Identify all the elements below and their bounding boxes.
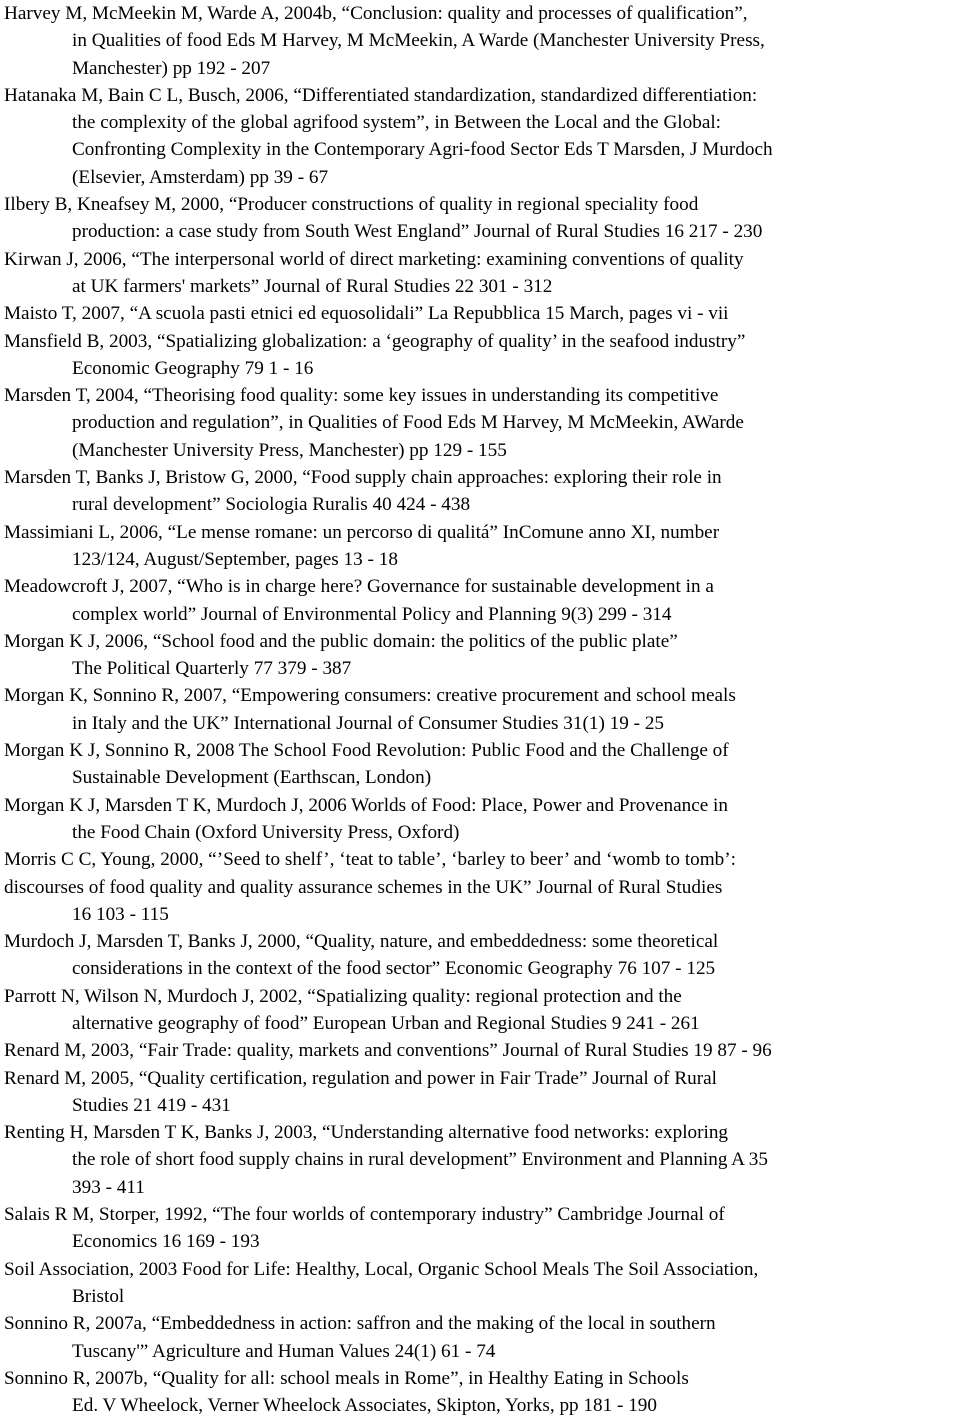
reference-line: Harvey M, McMeekin M, Warde A, 2004b, “Conclusion: quality and processes of qualification”, [4,3,748,24]
reference-line: Parrott N, Wilson N, Murdoch J, 2002, “Spatializing quality: regional protection and the [4,985,682,1007]
reference-line: Tuscany'” Agriculture and Human Values 24(1) 61 - 74 [72,1340,496,1362]
reference-line: the Food Chain (Oxford University Press, Oxford) [72,821,460,843]
reference-entry [4,464,960,519]
reference-line: Morgan K J, 2006, “School food and the public domain: the politics of the public plate” [4,630,678,652]
reference-line: 16 103 - 115 [72,903,169,925]
reference-line: Economic Geography 79 1 - 16 [72,357,314,379]
reference-line: in Italy and the UK” International Journal of Consumer Studies 31(1) 19 - 25 [72,712,665,734]
reference-entry [4,382,960,464]
reference-line: Massimiani L, 2006, “Le mense romane: un percorso di qualitá” InComune anno XI, number [4,521,720,543]
reference-line: Sonnino R, 2007b, “Quality for all: school meals in Rome”, in Healthy Eating in Schools [4,1367,689,1389]
reference-line: Marsden T, Banks J, Bristow G, 2000, “Food supply chain approaches: exploring their role in [4,467,722,489]
reference-line: Hatanaka M, Bain C L, Busch, 2006, “Differentiated standardization, standardized differentiation: [4,84,758,106]
reference-line: Renard M, 2003, “Fair Trade: quality, markets and conventions” Journal of Rural Studies 19 87 - 96 [4,1040,772,1062]
reference-entry [4,628,960,683]
reference-entry [4,737,960,792]
reference-line: complex world” Journal of Environmental Policy and Planning 9(3) 299 - 314 [72,603,672,625]
reference-line: Salais R M, Storper, 1992, “The four worlds of contemporary industry” Cambridge Journal of [4,1204,725,1226]
reference-line: discourses of food quality and quality assurance schemes in the UK” Journal of Rural Studies [4,876,723,898]
reference-entry [4,1310,960,1365]
reference-line: Mansfield B, 2003, “Spatializing globalization: a ‘geography of quality’ in the seafood industry” [4,330,746,352]
reference-line: Manchester) pp 192 - 207 [72,57,271,79]
reference-line: Soil Association, 2003 Food for Life: Healthy, Local, Organic School Meals The Soil Association, [4,1258,759,1280]
reference-line: Sustainable Development (Earthscan, London) [72,767,432,789]
reference-entry [4,246,960,301]
reference-line: 393 - 411 [72,1176,145,1198]
reference-entry [4,82,960,191]
reference-entry [4,983,960,1038]
reference-line: Morgan K, Sonnino R, 2007, “Empowering consumers: creative procurement and school meals [4,685,736,707]
reference-line: production: a case study from South West England” Journal of Rural Studies 16 217 - 230 [72,221,763,243]
reference-entry [4,1365,960,1420]
reference-line: Economics 16 169 - 193 [72,1231,260,1253]
reference-entry [4,1119,960,1201]
reference-line: (Manchester University Press, Manchester) pp 129 - 155 [72,439,507,461]
reference-entry [4,1065,960,1120]
reference-line: alternative geography of food” European Urban and Regional Studies 9 241 - 261 [72,1012,700,1034]
reference-line: rural development” Sociologia Ruralis 40 424 - 438 [72,494,471,516]
reference-line: the complexity of the global agrifood system”, in Between the Local and the Global: [72,112,721,134]
reference-entry [4,519,960,574]
reference-line: Renting H, Marsden T K, Banks J, 2003, “Understanding alternative food networks: exploring [4,1122,729,1144]
reference-line: in Qualities of food Eds M Harvey, M McMeekin, A Warde (Manchester University Press, [72,30,765,52]
reference-entry [4,846,960,928]
reference-line: Marsden T, 2004, “Theorising food quality: some key issues in understanding its competitive [4,385,719,407]
reference-entry [4,1037,960,1064]
reference-entry [4,573,960,628]
reference-line: Morris C C, Young, 2000, “’Seed to shelf’, ‘teat to table’, ‘barley to beer’ and ‘womb to tomb’: [4,849,736,871]
reference-line: Maisto T, 2007, “A scuola pasti etnici ed equosolidali” La Repubblica 15 March, pages vi - vii [4,303,729,325]
reference-line: Confronting Complexity in the Contemporary Agri-food Sector Eds T Marsden, J Murdoch [72,139,773,161]
reference-line: Sonnino R, 2007a, “Embeddedness in action: saffron and the making of the local in southern [4,1313,716,1335]
reference-line: Meadowcroft J, 2007, “Who is in charge here? Governance for sustainable development in a [4,576,714,598]
reference-line: Renard M, 2005, “Quality certification, regulation and power in Fair Trade” Journal of Rural [4,1067,717,1089]
reference-line: The Political Quarterly 77 379 - 387 [72,658,352,680]
reference-line: Morgan K J, Sonnino R, 2008 The School Food Revolution: Public Food and the Challenge of [4,740,729,762]
reference-list [4,0,960,1419]
reference-entry [4,191,960,246]
reference-line: Ilbery B, Kneafsey M, 2000, “Producer constructions of quality in regional speciality food [4,194,699,216]
reference-line: Studies 21 419 - 431 [72,1094,231,1116]
reference-line: Murdoch J, Marsden T, Banks J, 2000, “Quality, nature, and embeddedness: some theoretical [4,931,719,953]
reference-line: 123/124, August/September, pages 13 - 18 [72,548,398,570]
reference-line: production and regulation”, in Qualities of Food Eds M Harvey, M McMeekin, AWarde [72,412,744,434]
reference-line: the role of short food supply chains in rural development” Environment and Planning A 35 [72,1149,768,1171]
reference-line: considerations in the context of the food sector” Economic Geography 76 107 - 125 [72,958,716,980]
reference-entry [4,328,960,383]
reference-entry [4,1256,960,1311]
reference-line: at UK farmers' markets” Journal of Rural Studies 22 301 - 312 [72,275,553,297]
reference-entry [4,792,960,847]
reference-entry [4,682,960,737]
reference-line: Bristol [72,1285,125,1307]
reference-entry [4,0,960,82]
reference-line: Morgan K J, Marsden T K, Murdoch J, 2006 Worlds of Food: Place, Power and Provenance in [4,794,728,816]
reference-entry [4,928,960,983]
reference-line: Kirwan J, 2006, “The interpersonal world of direct marketing: examining conventions of quality [4,248,744,270]
reference-line: (Elsevier, Amsterdam) pp 39 - 67 [72,166,329,188]
reference-line: Ed. V Wheelock, Verner Wheelock Associates, Skipton, Yorks, pp 181 - 190 [72,1395,657,1417]
reference-entry [4,300,960,327]
reference-entry [4,1201,960,1256]
